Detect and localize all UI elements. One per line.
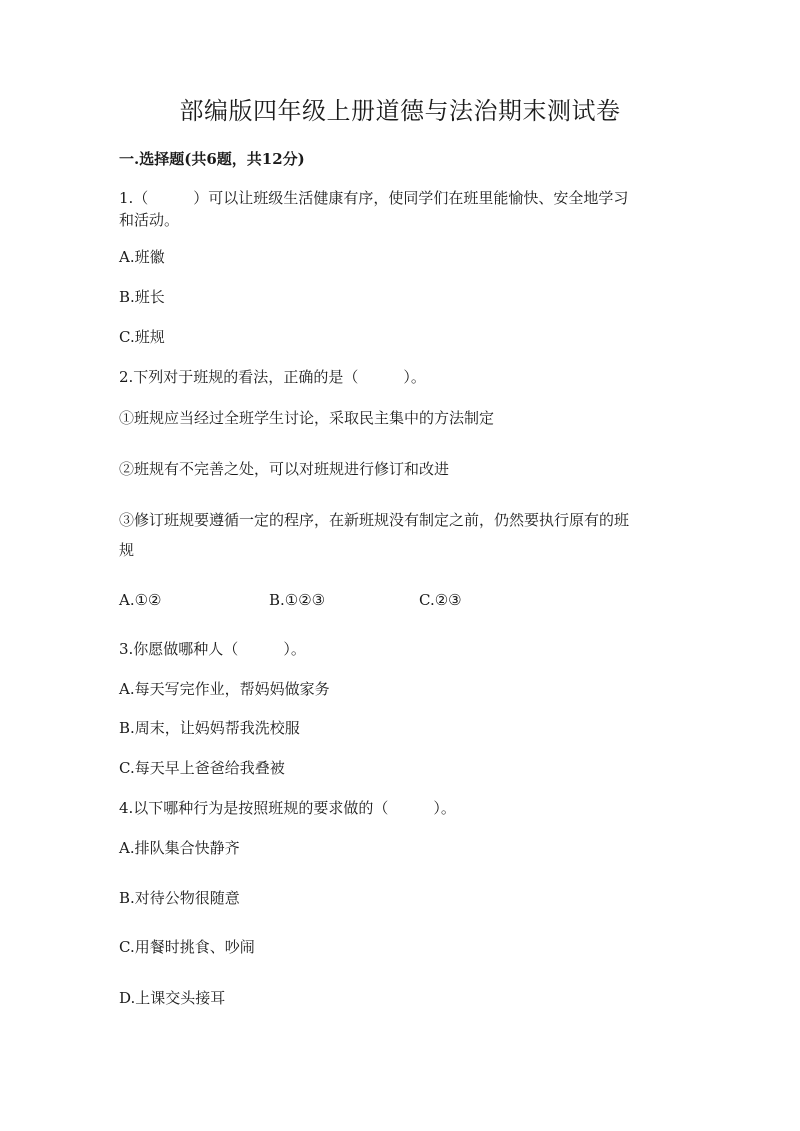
q2-option-a: A.①② (119, 591, 162, 609)
q2-options-row (119, 588, 569, 612)
q4-stem: 4.以下哪种行为是按照班规的要求做的（ ）。 (119, 799, 456, 817)
q4-option-d: D.上课交头接耳 (119, 989, 226, 1007)
q1-option-b: B.班长 (119, 288, 165, 306)
q3-option-c: C.每天早上爸爸给我叠被 (119, 759, 285, 777)
q1-option-c: C.班规 (119, 328, 165, 346)
q3-stem: 3.你愿做哪种人（ ）。 (119, 640, 306, 658)
q2-statement-3-cont: 规 (119, 541, 135, 559)
q1-stem-line1: 1.（ ）可以让班级生活健康有序，使同学们在班里能愉快、安全地学习 (119, 189, 629, 207)
q4-option-c: C.用餐时挑食、吵闹 (119, 938, 255, 956)
section-heading: 一.选择题(共6题，共12分) (119, 150, 305, 168)
q2-statement-3: ③修订班规要遵循一定的程序，在新班规没有制定之前，仍然要执行原有的班 (119, 511, 630, 529)
q3-option-b: B.周末，让妈妈帮我洗校服 (119, 719, 300, 737)
q3-option-a: A.每天写完作业，帮妈妈做家务 (119, 680, 330, 698)
q4-option-b: B.对待公物很随意 (119, 889, 240, 907)
q2-stem: 2.下列对于班规的看法，正确的是（ ）。 (119, 368, 426, 386)
q4-option-a: A.排队集合快静齐 (119, 839, 240, 857)
q2-option-b: B.①②③ (269, 591, 326, 609)
page-title: 部编版四年级上册道德与法治期末测试卷 (179, 97, 621, 125)
q1-option-a: A.班徽 (119, 248, 165, 266)
q2-option-c: C.②③ (419, 591, 462, 609)
q2-statement-2: ②班规有不完善之处，可以对班规进行修订和改进 (119, 460, 450, 478)
q2-statement-1: ①班规应当经过全班学生讨论，采取民主集中的方法制定 (119, 409, 495, 427)
q1-stem-line2: 和活动。 (119, 211, 180, 229)
